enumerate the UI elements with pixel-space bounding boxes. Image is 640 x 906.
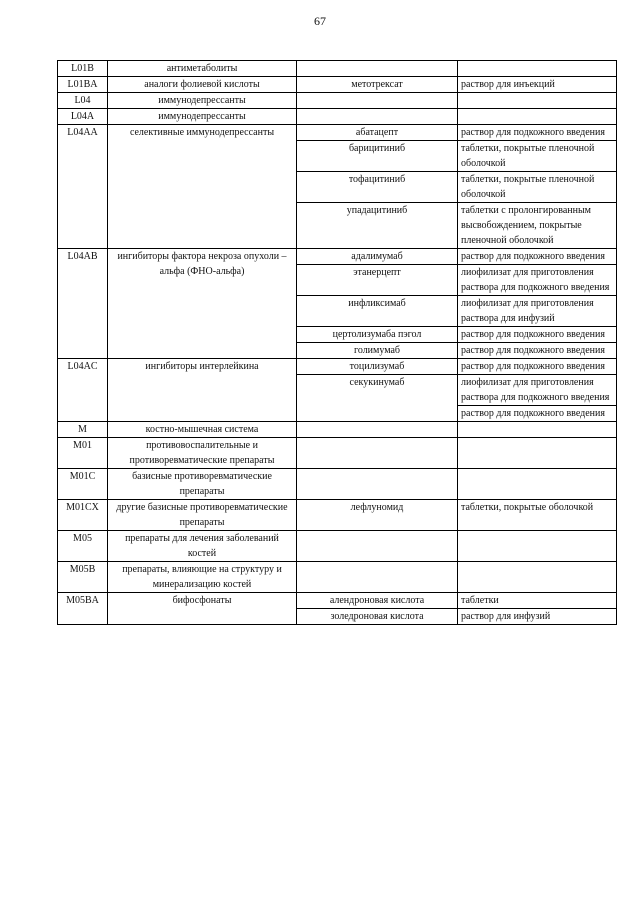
drug-classification-table — [57, 60, 617, 625]
drug-cell — [297, 469, 458, 500]
atc-code-cell: L04AC — [58, 359, 108, 422]
form-cell: раствор для инъекций — [458, 77, 617, 93]
group-cell: базисные противоревматические препараты — [108, 469, 297, 500]
form-cell — [458, 109, 617, 125]
group-cell: другие базисные противоревматические препараты — [108, 500, 297, 531]
atc-code-cell: L04A — [58, 109, 108, 125]
form-cell — [458, 93, 617, 109]
table-row — [58, 422, 617, 438]
page-number: 67 — [314, 14, 326, 28]
table-row — [58, 531, 617, 562]
table-row — [58, 61, 617, 77]
drug-cell: абатацепт — [297, 125, 458, 141]
group-cell: антиметаболиты — [108, 61, 297, 77]
form-cell: раствор для подкожного введения — [458, 249, 617, 265]
form-cell: раствор для подкожного введения — [458, 343, 617, 359]
form-cell: лиофилизат для приготовления раствора для подкожного введения — [458, 265, 617, 296]
form-cell: таблетки с пролонгированным высвобождением, покрытые пленочной оболочкой — [458, 203, 617, 249]
drug-cell: голимумаб — [297, 343, 458, 359]
drug-cell — [297, 531, 458, 562]
table-row — [58, 125, 617, 141]
group-cell: иммунодепрессанты — [108, 109, 297, 125]
group-cell: ингибиторы фактора некроза опухоли – альфа (ФНО-альфа) — [108, 249, 297, 359]
drug-cell: адалимумаб — [297, 249, 458, 265]
form-cell: лиофилизат для приготовления раствора для инфузий — [458, 296, 617, 327]
atc-code-cell: M05B — [58, 562, 108, 593]
group-cell: противовоспалительные и противоревматические препараты — [108, 438, 297, 469]
table-row — [58, 249, 617, 265]
drug-cell: тоцилизумаб — [297, 359, 458, 375]
group-cell: костно-мышечная система — [108, 422, 297, 438]
atc-code-cell: L01BA — [58, 77, 108, 93]
drug-cell: цертолизумаба пэгол — [297, 327, 458, 343]
table-row — [58, 77, 617, 93]
table-row — [58, 359, 617, 375]
drug-cell: секукинумаб — [297, 375, 458, 422]
table-row — [58, 469, 617, 500]
group-cell: аналоги фолиевой кислоты — [108, 77, 297, 93]
atc-code-cell: L04 — [58, 93, 108, 109]
form-cell: таблетки — [458, 593, 617, 609]
drug-cell: этанерцепт — [297, 265, 458, 296]
drug-cell — [297, 438, 458, 469]
group-cell: бифосфонаты — [108, 593, 297, 625]
atc-code-cell: L04AA — [58, 125, 108, 249]
form-cell — [458, 438, 617, 469]
form-cell: раствор для подкожного введения — [458, 359, 617, 375]
form-cell: раствор для подкожного введения — [458, 327, 617, 343]
table-row — [58, 109, 617, 125]
group-cell: селективные иммунодепрессанты — [108, 125, 297, 249]
form-cell: таблетки, покрытые пленочной оболочкой — [458, 172, 617, 203]
table-row — [58, 593, 617, 609]
atc-code-cell: M01CX — [58, 500, 108, 531]
atc-code-cell: M05BA — [58, 593, 108, 625]
form-cell: раствор для инфузий — [458, 609, 617, 625]
atc-code-cell: M01 — [58, 438, 108, 469]
drug-cell: барицитиниб — [297, 141, 458, 172]
form-cell: лиофилизат для приготовления раствора для подкожного введения — [458, 375, 617, 406]
form-cell: раствор для подкожного введения — [458, 406, 617, 422]
form-cell — [458, 61, 617, 77]
drug-cell: золедроновая кислота — [297, 609, 458, 625]
drug-cell: метотрексат — [297, 77, 458, 93]
group-cell: препараты для лечения заболеваний костей — [108, 531, 297, 562]
drug-cell — [297, 422, 458, 438]
drug-cell: алендроновая кислота — [297, 593, 458, 609]
drug-cell: упадацитиниб — [297, 203, 458, 249]
atc-code-cell: L01B — [58, 61, 108, 77]
atc-code-cell: M05 — [58, 531, 108, 562]
drug-cell — [297, 562, 458, 593]
table-row — [58, 438, 617, 469]
group-cell: иммунодепрессанты — [108, 93, 297, 109]
atc-code-cell: M — [58, 422, 108, 438]
form-cell — [458, 531, 617, 562]
form-cell — [458, 562, 617, 593]
form-cell: таблетки, покрытые пленочной оболочкой — [458, 141, 617, 172]
drug-cell — [297, 61, 458, 77]
form-cell — [458, 469, 617, 500]
form-cell: раствор для подкожного введения — [458, 125, 617, 141]
drug-cell: лефлуномид — [297, 500, 458, 531]
table-row — [58, 93, 617, 109]
drug-cell: тофацитиниб — [297, 172, 458, 203]
group-cell: ингибиторы интерлейкина — [108, 359, 297, 422]
drug-cell — [297, 93, 458, 109]
drug-cell: инфликсимаб — [297, 296, 458, 327]
table-row — [58, 562, 617, 593]
table-row — [58, 500, 617, 531]
group-cell: препараты, влияющие на структуру и минерализацию костей — [108, 562, 297, 593]
form-cell: таблетки, покрытые оболочкой — [458, 500, 617, 531]
drug-cell — [297, 109, 458, 125]
atc-code-cell: L04AB — [58, 249, 108, 359]
form-cell — [458, 422, 617, 438]
atc-code-cell: M01C — [58, 469, 108, 500]
